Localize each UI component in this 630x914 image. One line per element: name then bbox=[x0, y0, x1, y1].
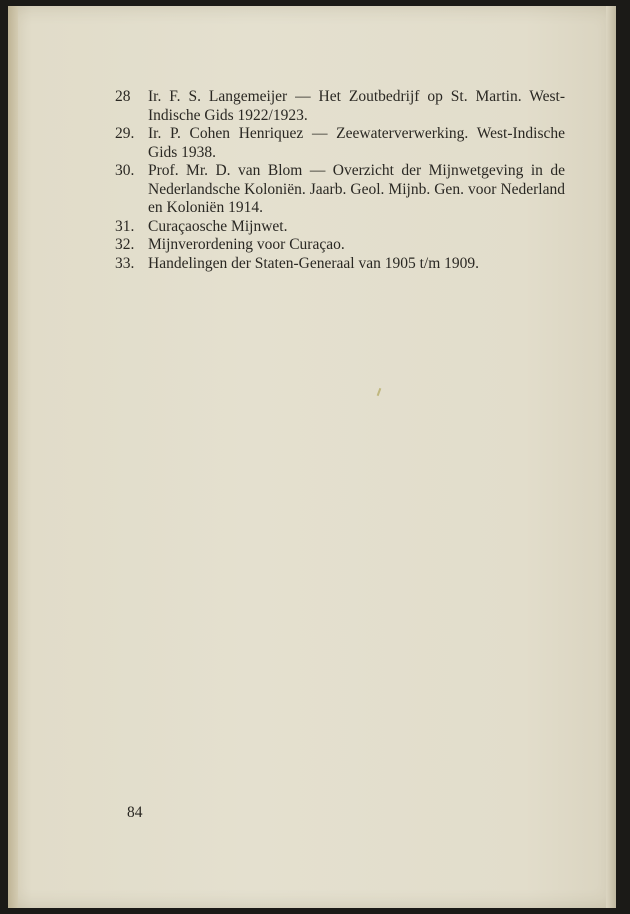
reference-number: 28 bbox=[115, 88, 131, 105]
page-edge-left bbox=[8, 6, 18, 908]
reference-text: Ir. P. Cohen Henriquez — Zeewaterverwerking. West-Indische Gids 1938. bbox=[148, 125, 565, 161]
reference-number: 29. bbox=[115, 125, 135, 142]
reference-text: Prof. Mr. D. van Blom — Overzicht der Mijnwetgeving in de Nederlandsche Koloniën. Jaarb. Geol. Mijnb. Gen. voor Nederland en Koloniën 1914. bbox=[148, 162, 565, 216]
reference-number: 32. bbox=[115, 236, 135, 253]
reference-text: Mijnverordening voor Curaçao. bbox=[148, 236, 345, 253]
reference-text: Curaçaosche Mijnwet. bbox=[148, 217, 288, 235]
reference-item bbox=[115, 162, 565, 218]
page-edge-right bbox=[606, 6, 616, 908]
reference-number: 30. bbox=[115, 162, 135, 179]
reference-list bbox=[115, 88, 565, 273]
reference-item bbox=[115, 125, 565, 162]
reference-item bbox=[115, 88, 565, 125]
reference-text: Handelingen der Staten-Generaal van 1905 t/m 1909. bbox=[148, 254, 479, 272]
reference-item bbox=[115, 236, 565, 255]
reference-number: 33. bbox=[115, 254, 135, 272]
reference-item bbox=[115, 218, 565, 237]
page-number: 84 bbox=[127, 804, 143, 821]
reference-number: 31. bbox=[115, 217, 135, 235]
reference-text: Ir. F. S. Langemeijer — Het Zoutbedrijf op St. Martin. West-Indische Gids 1922/1923. bbox=[148, 88, 565, 124]
reference-item bbox=[115, 255, 565, 274]
